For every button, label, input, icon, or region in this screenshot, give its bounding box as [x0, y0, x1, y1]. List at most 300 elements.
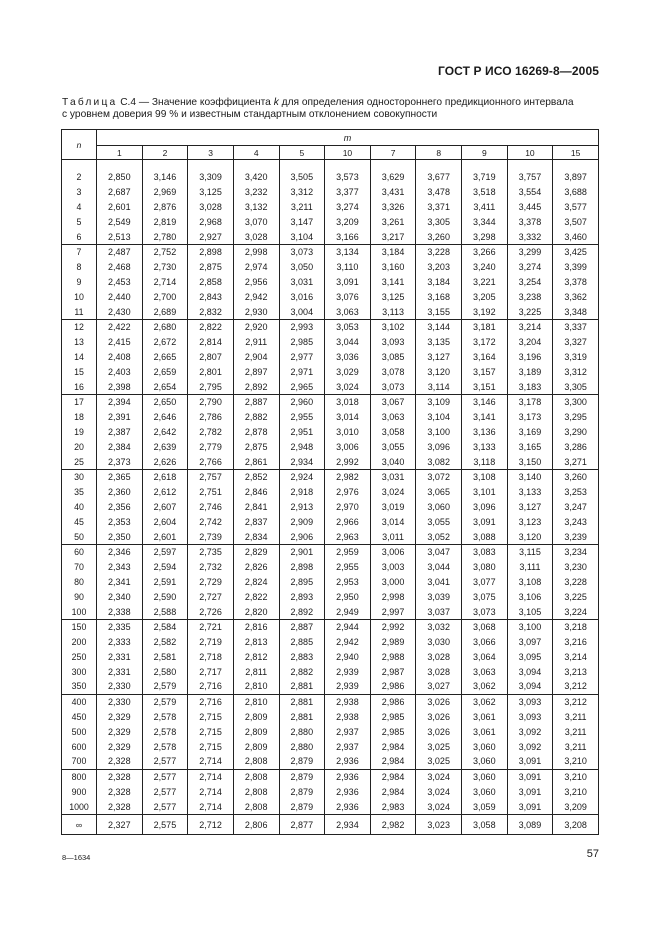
k-value: 2,837: [233, 514, 279, 529]
caption-number: С.4: [120, 97, 137, 108]
k-value: 3,023: [416, 815, 462, 835]
n-value: 450: [62, 710, 97, 725]
k-value: 2,391: [97, 410, 143, 425]
table-row: [62, 260, 599, 275]
k-value: 2,997: [370, 604, 416, 619]
k-value: 3,091: [462, 514, 508, 529]
k-value: 3,030: [416, 635, 462, 650]
n-value: 30: [62, 469, 97, 484]
k-value: 3,261: [370, 214, 416, 229]
k-value: 2,942: [325, 635, 371, 650]
k-value: 3,105: [507, 604, 553, 619]
k-value: 3,063: [370, 410, 416, 425]
k-value: 2,335: [97, 619, 143, 634]
k-value: 3,211: [553, 739, 599, 754]
k-value: 2,328: [97, 799, 143, 814]
k-value: 2,850: [97, 170, 143, 185]
k-value: 2,986: [370, 694, 416, 709]
k-value: 3,059: [462, 799, 508, 814]
k-value: 3,076: [325, 289, 371, 304]
n-value: 3: [62, 185, 97, 200]
k-value: 3,097: [507, 635, 553, 650]
n-value: 2: [62, 170, 97, 185]
n-value: 600: [62, 739, 97, 754]
k-value: 3,253: [553, 485, 599, 500]
k-value: 2,810: [233, 694, 279, 709]
k-value: 2,829: [233, 544, 279, 559]
k-value: 3,075: [462, 589, 508, 604]
caption-line2: с уровнем доверия 99 % и известным стандартным отклонением совокупности: [62, 109, 438, 120]
k-value: 2,672: [142, 335, 188, 350]
n-value: 10: [62, 289, 97, 304]
n-value: 500: [62, 724, 97, 739]
k-value: 3,183: [507, 379, 553, 394]
table-row: [62, 500, 599, 515]
k-value: 3,897: [553, 170, 599, 185]
k-value: 2,384: [97, 439, 143, 454]
k-value: 3,114: [416, 379, 462, 394]
k-value: 3,058: [370, 425, 416, 440]
n-value: 8: [62, 260, 97, 275]
k-value: 3,011: [370, 529, 416, 544]
k-value: 2,882: [279, 664, 325, 679]
k-value: 2,717: [188, 664, 234, 679]
k-value: 2,715: [188, 710, 234, 725]
k-value: 2,714: [188, 785, 234, 800]
k-value: 3,106: [507, 589, 553, 604]
k-value: 3,014: [325, 410, 371, 425]
k-value: 3,230: [553, 560, 599, 575]
k-value: 3,211: [553, 724, 599, 739]
k-value: 3,018: [325, 394, 371, 409]
k-value: 3,260: [553, 469, 599, 484]
k-value: 2,578: [142, 739, 188, 754]
k-value: 2,350: [97, 529, 143, 544]
k-value: 2,415: [97, 335, 143, 350]
k-value: 2,974: [233, 260, 279, 275]
k-value: 2,665: [142, 350, 188, 365]
caption-text-after: для определения одностороннего предикционного интервала: [281, 97, 574, 108]
column-header: 7: [370, 146, 416, 160]
k-value: 2,331: [97, 664, 143, 679]
k-value: 3,209: [325, 214, 371, 229]
k-value: 3,102: [370, 319, 416, 334]
k-value: 2,659: [142, 364, 188, 379]
table-row: [62, 529, 599, 544]
k-value: 3,312: [553, 364, 599, 379]
k-value: 2,911: [233, 335, 279, 350]
table-row: [62, 485, 599, 500]
n-value: 25: [62, 454, 97, 469]
k-value: 2,959: [325, 544, 371, 559]
k-value: 2,468: [97, 260, 143, 275]
k-value: 3,067: [370, 394, 416, 409]
k-value: 3,460: [553, 229, 599, 244]
n-value: 14: [62, 350, 97, 365]
k-value: 3,052: [416, 529, 462, 544]
k-value: 3,228: [553, 575, 599, 590]
table-row: [62, 319, 599, 334]
k-value: 2,892: [233, 379, 279, 394]
k-value: 2,808: [233, 785, 279, 800]
caption-text-before: — Значение коэффициента: [138, 97, 271, 108]
k-value: 2,727: [188, 589, 234, 604]
k-value: 2,700: [142, 289, 188, 304]
k-value: 2,687: [97, 185, 143, 200]
k-value: 3,239: [553, 529, 599, 544]
k-value: 2,549: [97, 214, 143, 229]
k-value: 2,579: [142, 679, 188, 694]
k-value: 3,147: [279, 214, 325, 229]
k-value: 2,811: [233, 664, 279, 679]
k-value: 2,984: [370, 754, 416, 769]
k-value: 2,895: [279, 575, 325, 590]
k-value: 2,893: [279, 589, 325, 604]
k-value: 2,934: [325, 815, 371, 835]
k-value: 2,601: [142, 529, 188, 544]
k-value: 3,214: [507, 319, 553, 334]
k-value: 3,205: [462, 289, 508, 304]
k-value: 3,096: [416, 439, 462, 454]
k-value: 2,403: [97, 364, 143, 379]
k-value: 3,144: [416, 319, 462, 334]
k-value: 2,937: [325, 724, 371, 739]
k-value: 3,108: [507, 575, 553, 590]
k-value: 2,735: [188, 544, 234, 559]
k-value: 2,861: [233, 454, 279, 469]
n-value: ∞: [62, 815, 97, 835]
k-value: 3,064: [462, 650, 508, 665]
standard-header: ГОСТ Р ИСО 16269-8—2005: [437, 64, 599, 78]
k-value: 3,247: [553, 500, 599, 515]
k-value: 3,068: [462, 619, 508, 634]
k-value: 2,841: [233, 500, 279, 515]
group-header-m: m: [97, 130, 599, 146]
k-value: 3,165: [507, 439, 553, 454]
k-value: 3,040: [370, 454, 416, 469]
k-value: 2,329: [97, 710, 143, 725]
k-value: 2,998: [370, 589, 416, 604]
k-value: 2,822: [233, 589, 279, 604]
k-value: 2,883: [279, 650, 325, 665]
k-value: 2,846: [233, 485, 279, 500]
k-value: 3,016: [279, 289, 325, 304]
n-value: 12: [62, 319, 97, 334]
k-value: 2,992: [370, 619, 416, 634]
k-value: 3,036: [325, 350, 371, 365]
k-value: 3,309: [188, 170, 234, 185]
column-header: 8: [416, 146, 462, 160]
k-value: 2,742: [188, 514, 234, 529]
table-row: [62, 425, 599, 440]
k-value: 3,212: [553, 694, 599, 709]
k-value: 2,726: [188, 604, 234, 619]
k-value: 3,210: [553, 785, 599, 800]
k-value: 2,843: [188, 289, 234, 304]
k-value: 3,133: [507, 485, 553, 500]
k-value: 2,329: [97, 739, 143, 754]
k-value: 3,047: [416, 544, 462, 559]
k-value: 2,956: [233, 275, 279, 290]
k-value: 3,093: [370, 335, 416, 350]
k-value: 2,810: [233, 679, 279, 694]
k-value: 2,985: [279, 335, 325, 350]
k-value: 3,100: [507, 619, 553, 634]
k-value: 2,897: [233, 364, 279, 379]
k-value: 3,019: [370, 500, 416, 515]
k-value: 3,025: [416, 754, 462, 769]
k-value: 2,581: [142, 650, 188, 665]
k-value: 2,809: [233, 710, 279, 725]
table-row: [62, 664, 599, 679]
table-row: [62, 229, 599, 244]
k-value: 3,041: [416, 575, 462, 590]
k-value: 3,184: [370, 244, 416, 259]
k-value: 2,938: [325, 710, 371, 725]
k-value: 3,093: [507, 694, 553, 709]
k-value: 2,618: [142, 469, 188, 484]
k-value: 2,898: [279, 560, 325, 575]
k-value: 2,808: [233, 799, 279, 814]
k-value: 2,985: [370, 710, 416, 725]
n-value: 40: [62, 500, 97, 515]
k-value: 2,594: [142, 560, 188, 575]
k-value: 3,026: [416, 724, 462, 739]
k-value: 3,118: [462, 454, 508, 469]
k-value: 3,058: [462, 815, 508, 835]
k-value: 3,213: [553, 664, 599, 679]
k-value: 2,887: [279, 619, 325, 634]
print-code: 8—1634: [62, 853, 91, 862]
k-value: 2,338: [97, 604, 143, 619]
k-value: 2,885: [279, 635, 325, 650]
k-value: 3,091: [507, 785, 553, 800]
k-value: 2,944: [325, 619, 371, 634]
k-value: 3,377: [325, 185, 371, 200]
table-row: [62, 710, 599, 725]
k-value: 2,965: [279, 379, 325, 394]
n-value: 150: [62, 619, 97, 634]
k-value: 3,073: [462, 604, 508, 619]
k-value: 2,948: [279, 439, 325, 454]
k-value: 2,879: [279, 754, 325, 769]
k-value: 2,936: [325, 754, 371, 769]
table-row: [62, 364, 599, 379]
k-value: 2,814: [188, 335, 234, 350]
k-value: 3,024: [370, 485, 416, 500]
n-value: 800: [62, 769, 97, 784]
k-value: 3,196: [507, 350, 553, 365]
k-value: 3,062: [462, 694, 508, 709]
k-value: 2,977: [279, 350, 325, 365]
k-value: 2,333: [97, 635, 143, 650]
k-value: 3,150: [507, 454, 553, 469]
k-value: 2,387: [97, 425, 143, 440]
k-value: 3,327: [553, 335, 599, 350]
n-value: 6: [62, 229, 97, 244]
k-value: 2,779: [188, 439, 234, 454]
k-value: 3,298: [462, 229, 508, 244]
k-value: 3,378: [553, 275, 599, 290]
k-value: 2,913: [279, 500, 325, 515]
k-value: 3,092: [507, 724, 553, 739]
k-value: 2,992: [325, 454, 371, 469]
k-value: 2,940: [325, 650, 371, 665]
k-value: 3,135: [416, 335, 462, 350]
k-value: 2,834: [233, 529, 279, 544]
n-value: 16: [62, 379, 97, 394]
k-value: 3,411: [462, 200, 508, 215]
n-value: 20: [62, 439, 97, 454]
k-value: 3,091: [507, 799, 553, 814]
n-value: 45: [62, 514, 97, 529]
n-value: 300: [62, 664, 97, 679]
k-value: 3,024: [416, 769, 462, 784]
table-row: [62, 350, 599, 365]
table-row: [62, 739, 599, 754]
k-value: 3,100: [416, 425, 462, 440]
k-value: 3,028: [416, 664, 462, 679]
k-value: 3,210: [553, 754, 599, 769]
k-value: 2,453: [97, 275, 143, 290]
k-value: 3,169: [507, 425, 553, 440]
table-row: [62, 514, 599, 529]
table-row: [62, 769, 599, 784]
k-value: 2,955: [325, 560, 371, 575]
n-value: 400: [62, 694, 97, 709]
k-value: 2,751: [188, 485, 234, 500]
k-value: 2,822: [188, 319, 234, 334]
table-row: [62, 469, 599, 484]
table-row: [62, 335, 599, 350]
k-value: 3,055: [416, 514, 462, 529]
k-value: 2,597: [142, 544, 188, 559]
k-value: 2,982: [325, 469, 371, 484]
k-value: 3,420: [233, 170, 279, 185]
k-value: 3,073: [279, 244, 325, 259]
k-value: 3,134: [325, 244, 371, 259]
k-value: 3,063: [462, 664, 508, 679]
k-value: 3,300: [553, 394, 599, 409]
k-value: 2,654: [142, 379, 188, 394]
n-value: 350: [62, 679, 97, 694]
row-header-n: n: [62, 130, 97, 160]
table-row: [62, 650, 599, 665]
k-value: 3,757: [507, 170, 553, 185]
k-value: 2,881: [279, 694, 325, 709]
table-row: [62, 560, 599, 575]
table-caption: [62, 97, 602, 121]
k-value: 2,876: [142, 200, 188, 215]
k-value: 2,939: [325, 679, 371, 694]
k-value: 3,065: [416, 485, 462, 500]
k-value: 3,240: [462, 260, 508, 275]
k-value: 2,584: [142, 619, 188, 634]
k-value: 2,813: [233, 635, 279, 650]
k-value: 3,096: [462, 500, 508, 515]
table-row: [62, 394, 599, 409]
k-value: 3,178: [507, 394, 553, 409]
k-value: 2,875: [233, 439, 279, 454]
table-row: [62, 785, 599, 800]
k-value: 3,172: [462, 335, 508, 350]
k-value: 2,328: [97, 769, 143, 784]
k-value: 2,513: [97, 229, 143, 244]
k-value: 2,795: [188, 379, 234, 394]
k-value: 3,028: [416, 650, 462, 665]
k-value: 3,094: [507, 679, 553, 694]
k-value: 3,160: [370, 260, 416, 275]
k-value: 2,790: [188, 394, 234, 409]
table-row: [62, 799, 599, 814]
k-value: 2,343: [97, 560, 143, 575]
k-value: 2,901: [279, 544, 325, 559]
table-row: [62, 200, 599, 215]
k-value: 3,155: [416, 304, 462, 319]
k-value: 2,577: [142, 754, 188, 769]
n-value: 250: [62, 650, 97, 665]
k-value: 2,939: [325, 664, 371, 679]
n-value: 35: [62, 485, 97, 500]
k-value: 2,892: [279, 604, 325, 619]
k-value: 3,192: [462, 304, 508, 319]
table-row: [62, 694, 599, 709]
k-value: 3,168: [416, 289, 462, 304]
column-header: 10: [325, 146, 371, 160]
k-value: 3,127: [507, 500, 553, 515]
k-value: 2,580: [142, 664, 188, 679]
k-value: 2,986: [370, 679, 416, 694]
n-value: 19: [62, 425, 97, 440]
k-value: 2,955: [279, 410, 325, 425]
k-value: 2,832: [188, 304, 234, 319]
table-row: [62, 724, 599, 739]
k-value: 3,254: [507, 275, 553, 290]
k-value: 3,072: [416, 469, 462, 484]
column-header: 3: [188, 146, 234, 160]
k-value: 3,050: [279, 260, 325, 275]
k-value: 2,801: [188, 364, 234, 379]
k-value: 3,089: [507, 815, 553, 835]
k-value: 3,344: [462, 214, 508, 229]
k-value: 3,113: [370, 304, 416, 319]
k-value: 3,234: [553, 544, 599, 559]
k-value: 2,430: [97, 304, 143, 319]
k-value: 2,924: [279, 469, 325, 484]
k-value: 3,073: [370, 379, 416, 394]
k-value: 3,085: [370, 350, 416, 365]
k-value: 2,716: [188, 694, 234, 709]
k-value: 2,719: [188, 635, 234, 650]
k-value: 3,006: [325, 439, 371, 454]
n-value: 900: [62, 785, 97, 800]
k-value: 2,422: [97, 319, 143, 334]
k-value: 2,930: [233, 304, 279, 319]
n-value: 7: [62, 244, 97, 259]
n-value: 100: [62, 604, 97, 619]
k-value: 3,326: [370, 200, 416, 215]
k-value: 2,934: [279, 454, 325, 469]
k-value: 3,299: [507, 244, 553, 259]
k-value: 2,879: [279, 799, 325, 814]
k-value: 2,730: [142, 260, 188, 275]
k-value: 3,091: [507, 754, 553, 769]
k-value: 2,373: [97, 454, 143, 469]
k-value: 3,573: [325, 170, 371, 185]
k-value: 3,216: [553, 635, 599, 650]
k-value: 2,782: [188, 425, 234, 440]
k-value: 3,104: [416, 410, 462, 425]
